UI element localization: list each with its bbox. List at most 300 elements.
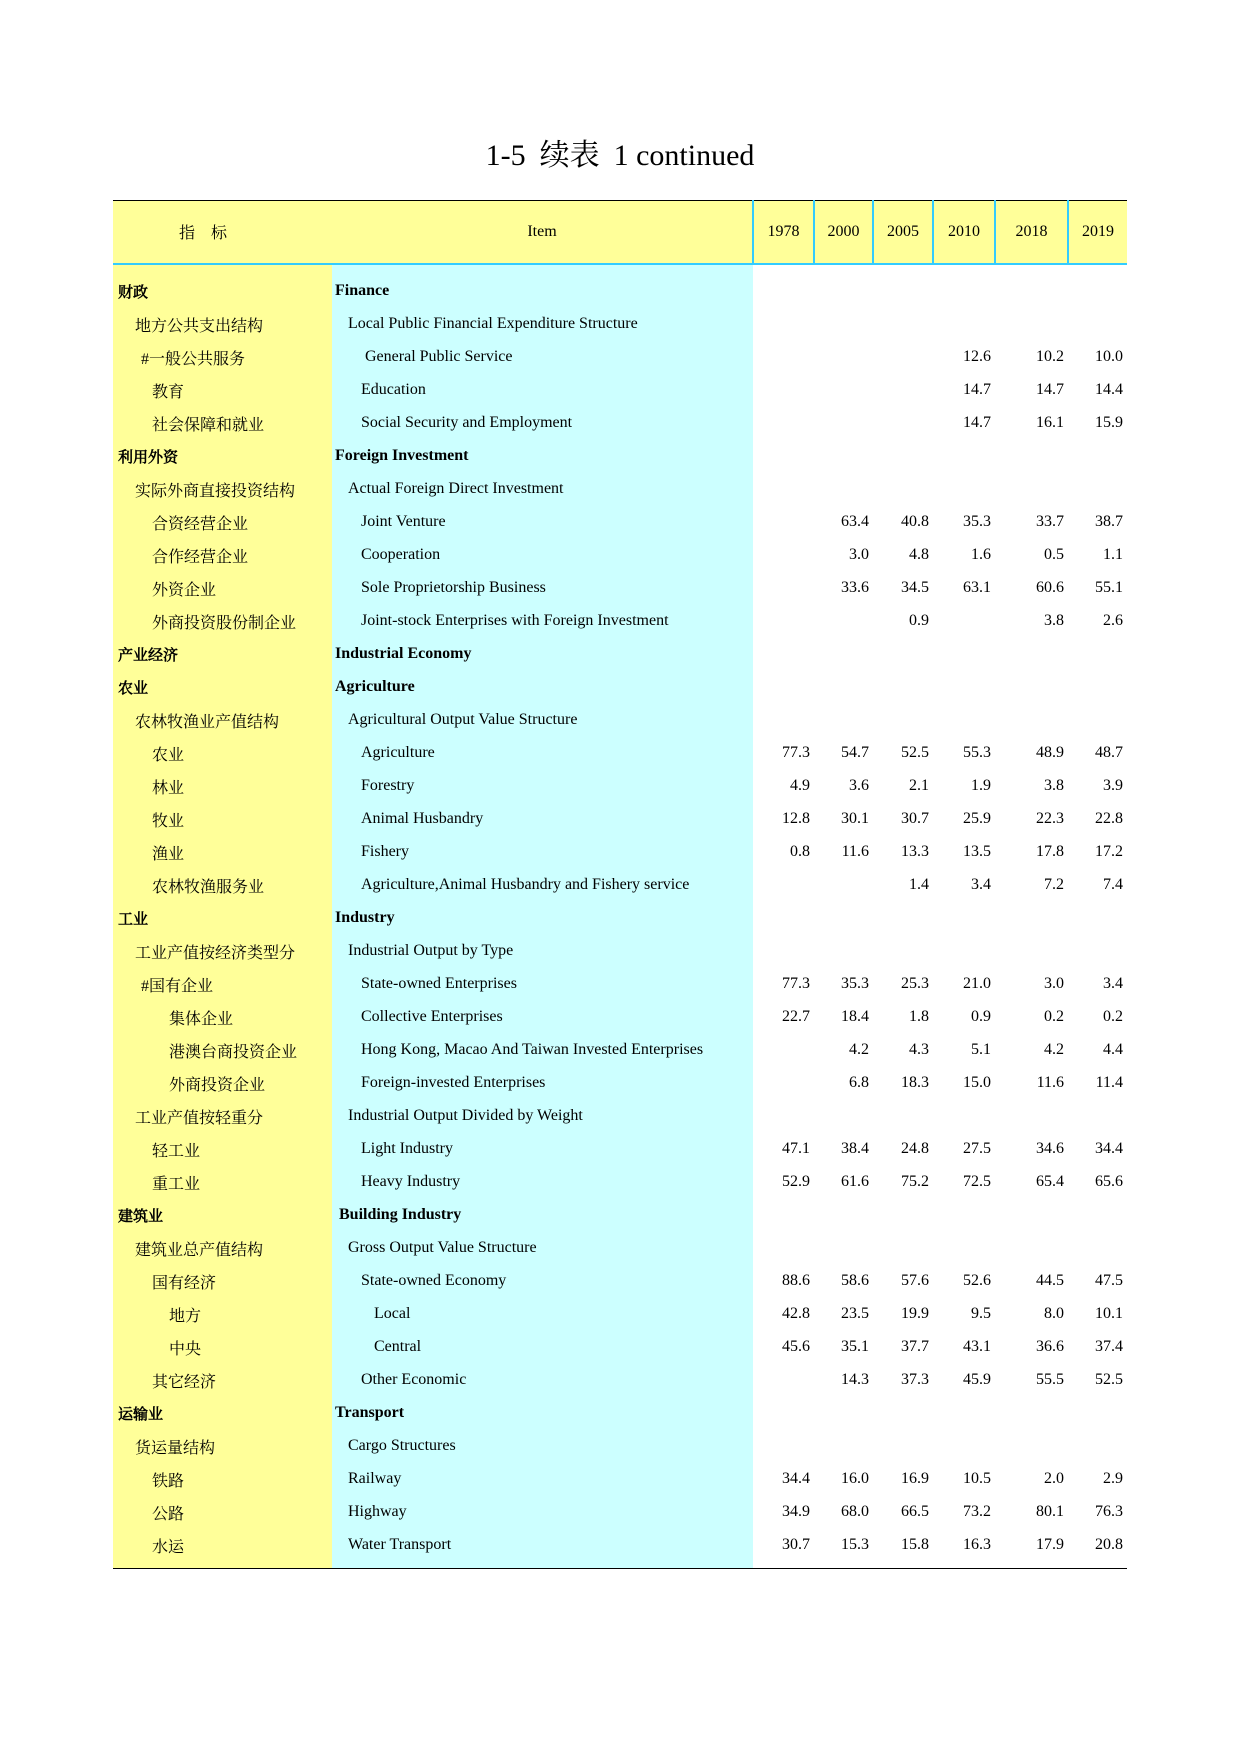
table-row [113,341,1127,374]
value-cell: 48.9 [1036,744,1064,761]
value-cell [873,473,933,506]
value-cell: 52.5 [1095,1371,1123,1388]
value-cell [1068,902,1127,935]
value-cell [814,869,873,902]
value-cell [995,1232,1068,1265]
value-cell: 14.7 [1036,381,1064,398]
value-cell [1068,704,1127,737]
row-label-en: Heavy Industry [332,1166,753,1199]
value-cell [753,671,814,704]
row-label-en: Water Transport [332,1529,753,1569]
value-cell: 3.0 [849,546,869,563]
row-label-en: Local Public Financial Expenditure Structure [332,308,753,341]
value-cell [873,935,933,968]
value-cell: 52.5 [901,744,929,761]
row-label-en: Transport [332,1397,753,1430]
value-cell [753,935,814,968]
value-cell: 72.5 [963,1173,991,1190]
value-cell: 77.3 [782,975,810,992]
row-label-en: Local [332,1298,753,1331]
value-cell: 1.4 [909,876,929,893]
value-cell: 10.0 [1095,348,1123,365]
table-row [113,407,1127,440]
value-cell [995,935,1068,968]
value-cell: 30.1 [841,810,869,827]
row-label-cn: 财政 [113,264,332,308]
value-cell [753,1430,814,1463]
value-cell [933,1232,995,1265]
row-label-en: Agriculture [332,671,753,704]
row-label-cn: 地方 [113,1298,332,1331]
table-row [113,1100,1127,1133]
value-cell: 14.7 [963,381,991,398]
row-label-en: Industrial Output Divided by Weight [332,1100,753,1133]
value-cell [995,264,1068,308]
row-label-cn: 水运 [113,1529,332,1569]
value-cell [933,440,995,473]
value-cell: 38.7 [1095,513,1123,530]
value-cell: 11.6 [1036,1074,1064,1091]
row-label-en: Agriculture,Animal Husbandry and Fishery service [332,869,753,902]
value-cell [814,1199,873,1232]
value-cell [814,407,873,440]
row-label-cn: 运输业 [113,1397,332,1430]
value-cell [873,1430,933,1463]
value-cell: 11.4 [1095,1074,1123,1091]
value-cell: 16.9 [901,1470,929,1487]
table-row [113,770,1127,803]
table-row [113,869,1127,902]
table-row [113,1232,1127,1265]
value-cell: 34.5 [901,579,929,596]
value-cell: 8.0 [1044,1305,1064,1322]
value-cell: 2.9 [1103,1470,1123,1487]
value-cell [814,308,873,341]
row-label-cn: 港澳台商投资企业 [113,1034,332,1067]
row-label-en: Building Industry [332,1199,753,1232]
row-label-en: Cooperation [332,539,753,572]
header-year-2018: 2018 [995,201,1068,264]
value-cell [753,638,814,671]
value-cell [814,1232,873,1265]
value-cell: 47.1 [782,1140,810,1157]
row-label-en: Education [332,374,753,407]
value-cell [1068,1199,1127,1232]
row-label-en: Foreign-invested Enterprises [332,1067,753,1100]
row-label-cn: 实际外商直接投资结构 [113,473,332,506]
title-cn: 续表 [539,139,600,172]
value-cell: 18.4 [841,1008,869,1025]
value-cell: 7.4 [1103,876,1123,893]
value-cell [753,1067,814,1100]
table-row [113,671,1127,704]
header-year-2005: 2005 [873,201,933,264]
value-cell [1068,935,1127,968]
row-label-en: Industrial Economy [332,638,753,671]
table-row [113,572,1127,605]
value-cell [753,539,814,572]
value-cell [933,935,995,968]
value-cell: 55.5 [1036,1371,1064,1388]
value-cell: 5.1 [971,1041,991,1058]
row-label-en: Industrial Output by Type [332,935,753,968]
value-cell: 20.8 [1068,1529,1127,1569]
value-cell: 68.0 [841,1503,869,1520]
row-label-cn: 外资企业 [113,572,332,605]
table-row [113,1067,1127,1100]
row-label-cn: 利用外资 [113,440,332,473]
row-label-en: State-owned Enterprises [332,968,753,1001]
value-cell: 4.2 [849,1041,869,1058]
value-cell [873,704,933,737]
value-cell: 3.9 [1103,777,1123,794]
value-cell [753,374,814,407]
value-cell [933,1199,995,1232]
value-cell: 14.3 [841,1371,869,1388]
table-row [113,935,1127,968]
value-cell: 2.0 [1044,1470,1064,1487]
value-cell: 0.8 [790,843,810,860]
value-cell: 4.4 [1103,1041,1123,1058]
value-cell: 14.7 [963,414,991,431]
value-cell: 58.6 [841,1272,869,1289]
value-cell: 65.6 [1095,1173,1123,1190]
value-cell [1068,440,1127,473]
table-row [113,1364,1127,1397]
value-cell: 35.3 [841,975,869,992]
value-cell: 1.8 [909,1008,929,1025]
row-label-cn: 合作经营企业 [113,539,332,572]
value-cell: 36.6 [1036,1338,1064,1355]
value-cell: 61.6 [841,1173,869,1190]
row-label-cn: 农业 [113,671,332,704]
table-row [113,1298,1127,1331]
row-label-cn: 农林牧渔业产值结构 [113,704,332,737]
value-cell [753,1199,814,1232]
value-cell [933,638,995,671]
table-row [113,638,1127,671]
value-cell: 22.3 [1036,810,1064,827]
table-row [113,1463,1127,1496]
value-cell [933,671,995,704]
value-cell [933,902,995,935]
value-cell: 17.8 [1036,843,1064,860]
value-cell [814,1430,873,1463]
value-cell: 66.5 [901,1503,929,1520]
value-cell [753,473,814,506]
row-label-cn: #一般公共服务 [113,341,332,374]
row-label-en: Actual Foreign Direct Investment [332,473,753,506]
value-cell [995,1430,1068,1463]
table-row [113,605,1127,638]
value-cell: 10.5 [963,1470,991,1487]
table-row [113,539,1127,572]
table-row [113,1199,1127,1232]
value-cell [933,605,995,638]
row-label-en: Joint Venture [332,506,753,539]
title-en: 1 continued [613,139,755,172]
value-cell: 22.7 [782,1008,810,1025]
row-label-en: Fishery [332,836,753,869]
value-cell [873,1100,933,1133]
table-row [113,1001,1127,1034]
value-cell [1068,638,1127,671]
value-cell [814,638,873,671]
value-cell [873,341,933,374]
row-label-en: Other Economic [332,1364,753,1397]
value-cell [814,935,873,968]
value-cell: 13.3 [901,843,929,860]
value-cell: 4.2 [1044,1041,1064,1058]
row-label-en: Light Industry [332,1133,753,1166]
value-cell [814,341,873,374]
value-cell: 0.9 [909,612,929,629]
value-cell [933,704,995,737]
row-label-en: Hong Kong, Macao And Taiwan Invested Enterprises [332,1034,753,1067]
value-cell [933,1100,995,1133]
value-cell: 0.9 [971,1008,991,1025]
row-label-cn: 农业 [113,737,332,770]
value-cell [1068,1430,1127,1463]
value-cell [873,308,933,341]
row-label-cn: 中央 [113,1331,332,1364]
value-cell [753,704,814,737]
header-row [113,201,1127,264]
value-cell: 54.7 [841,744,869,761]
value-cell [873,1199,933,1232]
row-label-cn: 外商投资企业 [113,1067,332,1100]
value-cell [1068,264,1127,308]
value-cell [933,1397,995,1430]
value-cell: 17.2 [1095,843,1123,860]
value-cell [995,638,1068,671]
row-label-cn: 其它经济 [113,1364,332,1397]
value-cell: 4.3 [909,1041,929,1058]
value-cell: 65.4 [1036,1173,1064,1190]
value-cell [995,1397,1068,1430]
value-cell [814,374,873,407]
row-label-en: Industry [332,902,753,935]
value-cell: 76.3 [1095,1503,1123,1520]
value-cell [814,704,873,737]
value-cell: 3.8 [1044,777,1064,794]
value-cell: 22.8 [1095,810,1123,827]
table-row [113,968,1127,1001]
value-cell [873,1397,933,1430]
value-cell: 63.1 [963,579,991,596]
value-cell [995,1100,1068,1133]
value-cell: 55.1 [1095,579,1123,596]
value-cell: 0.2 [1044,1008,1064,1025]
value-cell: 11.6 [841,843,869,860]
row-label-en: General Public Service [332,341,753,374]
value-cell: 10.1 [1095,1305,1123,1322]
value-cell: 35.1 [841,1338,869,1355]
row-label-cn: 铁路 [113,1463,332,1496]
row-label-cn: 牧业 [113,803,332,836]
value-cell: 16.0 [841,1470,869,1487]
value-cell [753,1364,814,1397]
value-cell: 33.7 [1036,513,1064,530]
row-label-en: Sole Proprietorship Business [332,572,753,605]
row-label-en: Central [332,1331,753,1364]
table-row [113,737,1127,770]
header-year-1978: 1978 [753,201,814,264]
row-label-cn: 社会保障和就业 [113,407,332,440]
value-cell: 57.6 [901,1272,929,1289]
value-cell: 2.6 [1103,612,1123,629]
value-cell: 4.8 [909,546,929,563]
row-label-cn: 重工业 [113,1166,332,1199]
value-cell [995,671,1068,704]
value-cell [753,264,814,308]
value-cell [1068,1232,1127,1265]
value-cell [753,605,814,638]
value-cell [753,1232,814,1265]
row-label-cn: 建筑业 [113,1199,332,1232]
value-cell: 15.9 [1095,414,1123,431]
value-cell [873,407,933,440]
value-cell: 63.4 [841,513,869,530]
row-label-cn: 渔业 [113,836,332,869]
row-label-en: Foreign Investment [332,440,753,473]
value-cell [1068,1397,1127,1430]
value-cell [873,902,933,935]
value-cell: 30.7 [753,1529,814,1569]
row-label-en: Railway [332,1463,753,1496]
table-body [113,264,1127,1569]
value-cell [1068,1100,1127,1133]
row-label-cn: 林业 [113,770,332,803]
page-title [0,130,1240,174]
value-cell: 88.6 [782,1272,810,1289]
value-cell [753,341,814,374]
row-label-en: Finance [332,264,753,308]
value-cell: 3.4 [971,876,991,893]
value-cell [933,1430,995,1463]
table-row [113,264,1127,308]
value-cell: 24.8 [901,1140,929,1157]
header-year-2000: 2000 [814,201,873,264]
value-cell [995,473,1068,506]
value-cell: 3.8 [1044,612,1064,629]
table-row [113,704,1127,737]
value-cell [1068,671,1127,704]
value-cell: 52.9 [782,1173,810,1190]
row-label-cn: 集体企业 [113,1001,332,1034]
value-cell: 14.4 [1095,381,1123,398]
header-indicator: 指 标 [113,201,332,264]
row-label-en: Forestry [332,770,753,803]
header-year-2019: 2019 [1068,201,1127,264]
table-row [113,902,1127,935]
row-label-cn: 教育 [113,374,332,407]
value-cell: 21.0 [963,975,991,992]
value-cell [753,1397,814,1430]
value-cell: 45.9 [963,1371,991,1388]
value-cell: 16.1 [1036,414,1064,431]
value-cell: 13.5 [963,843,991,860]
value-cell [814,902,873,935]
value-cell [995,704,1068,737]
value-cell: 16.3 [933,1529,995,1569]
value-cell [814,473,873,506]
table-row [113,308,1127,341]
row-label-cn: 公路 [113,1496,332,1529]
value-cell: 15.0 [963,1074,991,1091]
row-label-cn: 工业产值按轻重分 [113,1100,332,1133]
table-code: 1-5 [485,139,526,172]
value-cell [873,638,933,671]
table-row [113,1133,1127,1166]
value-cell: 25.9 [963,810,991,827]
value-cell: 37.7 [901,1338,929,1355]
row-label-en: Agriculture [332,737,753,770]
value-cell [753,572,814,605]
value-cell: 4.9 [790,777,810,794]
value-cell [814,1100,873,1133]
row-label-cn: 轻工业 [113,1133,332,1166]
value-cell: 33.6 [841,579,869,596]
table-row [113,473,1127,506]
value-cell [1068,308,1127,341]
value-cell: 55.3 [963,744,991,761]
value-cell: 80.1 [1036,1503,1064,1520]
value-cell: 30.7 [901,810,929,827]
value-cell: 0.2 [1103,1008,1123,1025]
value-cell: 27.5 [963,1140,991,1157]
table-row [113,803,1127,836]
value-cell [873,1232,933,1265]
value-cell: 1.1 [1103,546,1123,563]
value-cell: 9.5 [971,1305,991,1322]
row-label-cn: 产业经济 [113,638,332,671]
row-label-en: Animal Husbandry [332,803,753,836]
value-cell: 25.3 [901,975,929,992]
value-cell: 73.2 [963,1503,991,1520]
value-cell: 19.9 [901,1305,929,1322]
row-label-en: State-owned Economy [332,1265,753,1298]
value-cell: 1.9 [971,777,991,794]
value-cell: 15.8 [873,1529,933,1569]
value-cell: 3.0 [1044,975,1064,992]
value-cell: 75.2 [901,1173,929,1190]
value-cell: 34.4 [1095,1140,1123,1157]
row-label-cn: 国有经济 [113,1265,332,1298]
value-cell: 17.9 [995,1529,1068,1569]
value-cell: 18.3 [901,1074,929,1091]
value-cell: 23.5 [841,1305,869,1322]
value-cell [814,605,873,638]
value-cell: 48.7 [1095,744,1123,761]
statistics-table [113,200,1127,1569]
row-label-cn: 农林牧渔服务业 [113,869,332,902]
table-row [113,1166,1127,1199]
row-label-cn: 外商投资股份制企业 [113,605,332,638]
value-cell: 34.6 [1036,1140,1064,1157]
value-cell [873,264,933,308]
value-cell [873,440,933,473]
value-cell [933,473,995,506]
value-cell [753,1100,814,1133]
row-label-cn: 合资经营企业 [113,506,332,539]
table-row [113,1331,1127,1364]
value-cell [753,506,814,539]
value-cell: 12.6 [963,348,991,365]
value-cell: 0.5 [1044,546,1064,563]
value-cell: 38.4 [841,1140,869,1157]
value-cell [1068,473,1127,506]
